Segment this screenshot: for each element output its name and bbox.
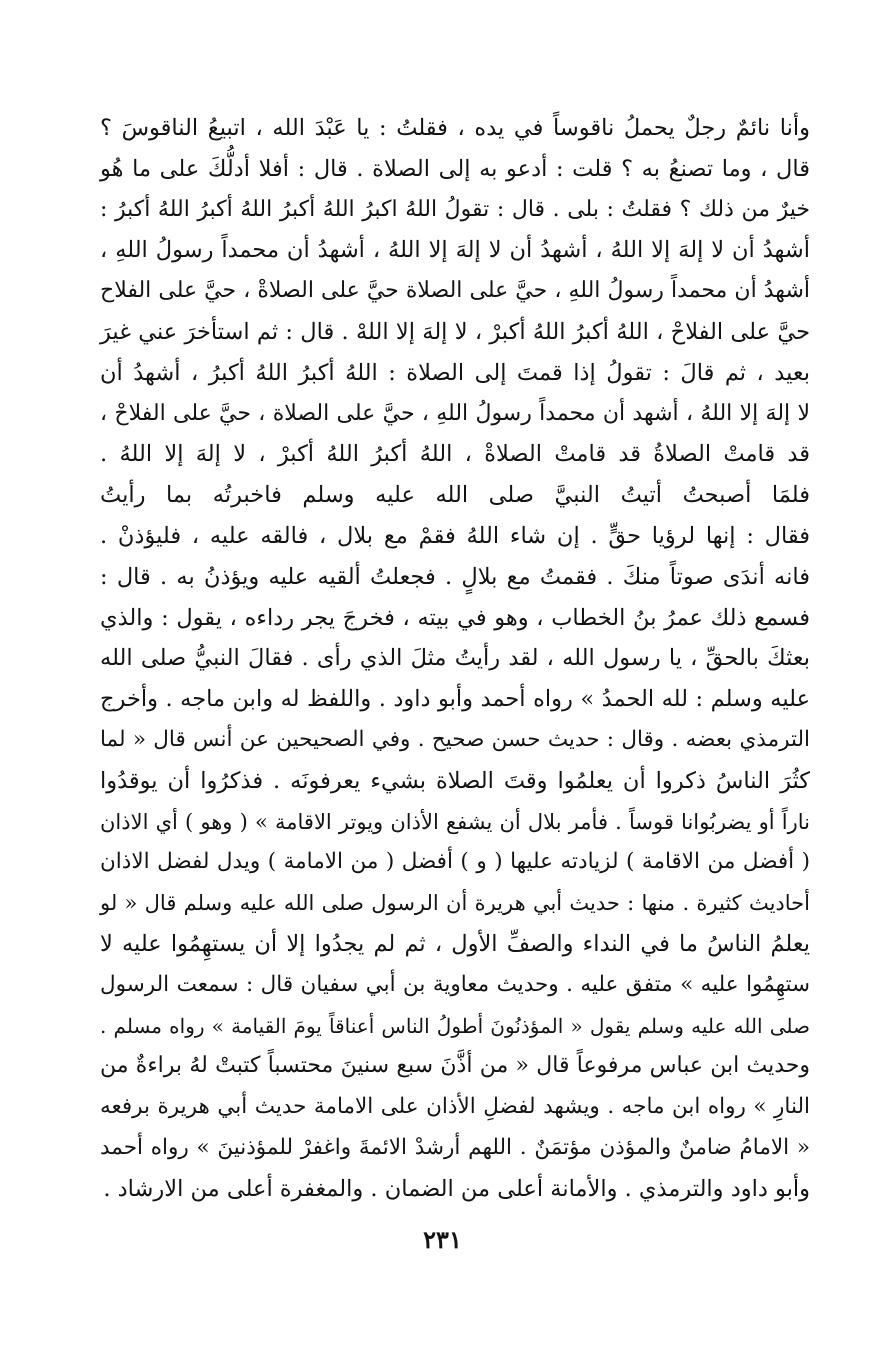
text-line: لا إلهَ إلا اللهُ ، أشهد أن محمداً رسولُ اللهِ ، حيَّ على الصلاة ، حيَّ على الفلاحْ ، bbox=[100, 400, 810, 426]
text-line: أشهدُ أن لا إلهَ إلا اللهُ ، أشهدُ أن لا إلهَ إلا اللهُ ، أشهدُ أن محمداً رسولُ اللهِ ، bbox=[100, 237, 810, 264]
text-line: قال ، وما تصنعُ به ؟ قلت : أدعو به إلى الصلاة . قال : أفلا أدلُّكَ على ما هُو bbox=[100, 155, 810, 182]
text-line: ( أفضل من الاقامة ) لزيادته عليها ( و ) أفضل ( من الامامة ) ويدل لفضل الاذان bbox=[100, 849, 810, 875]
text-line: فسمع ذلك عمرُ بنُ الخطاب ، وهو في بيته ، فخرجَ يجر رداءه ، يقول : والذي bbox=[100, 604, 810, 631]
text-line: يعلمُ الناسُ ما في النداء والصفِّ الأول ، ثم لم يجدُوا إلا أن يستهِمُوا عليه لا bbox=[100, 930, 810, 957]
text-line: ناراً أو يضربُوانا قوساً . فأمر بلال أن يشفع الأذان ويوتر الاقامة » ( وهو ) أي الاذان bbox=[100, 809, 810, 834]
text-line: أحاديث كثيرة . منها : حديث أبي هريرة أن الرسول صلى الله عليه وسلم قال « لو bbox=[100, 891, 810, 916]
text-line: بعيد ، ثم قالَ : تقولُ إذا قمتَ إلى الصلاة : اللهُ أكبرُ اللهُ أكبرُ ، أشهدُ أن bbox=[100, 359, 810, 386]
text-line: عليه وسلم : لله الحمدُ » رواه أحمد وأبو داود . واللفظ له وابن ماجه . وأخرج bbox=[100, 686, 810, 713]
text-line: فقال : إنها لرؤيا حقٍّ . إن شاء اللهُ فقمْ مع بلال ، فالقه عليه ، فليؤذنْ . bbox=[100, 522, 810, 549]
text-line: أشهدُ أن محمداً رسولُ اللهِ ، حيَّ على الصلاة حيَّ على الصلاةْ ، حيَّ على الفلاح bbox=[100, 278, 810, 304]
text-line: حيَّ على الفلاحْ ، اللهُ أكبرُ اللهُ أكبرْ ، لا إلهَ إلا اللهْ . قال : ثم استأخرَ عني غيرَ bbox=[100, 318, 810, 345]
text-line: قد قامتْ الصلاةُ قد قامتْ الصلاةْ ، اللهُ أكبرُ اللهُ أكبرْ ، لا إلهَ إلا اللهُ . bbox=[100, 441, 810, 468]
text-line: كثُرَ الناسُ ذكروا أن يعلمُوا وقتَ الصلاة بشيء يعرفونَه . فذكرُوا أن يوقدُوا bbox=[100, 767, 810, 794]
text-line: ستهِمُوا عليه » متفق عليه . وحديث معاوية بن أبي سفيان قال : سمعت الرسول bbox=[100, 971, 810, 997]
text-line: النارِ » رواه ابن ماجه . ويشهد لفضلِ الأذان على الامامة حديث أبي هريرة برفعه bbox=[100, 1094, 810, 1120]
text-line: صلى الله عليه وسلم يقول « المؤذنُونَ أطولُ الناس أعناقاً يومَ القيامة » رواه مسلم . bbox=[100, 1013, 810, 1038]
text-line: وأنا نائمٌ رجلٌ يحملُ ناقوساً في يده ، فقلتُ : يا عَبْدَ الله ، اتبيعُ الناقوسَ ؟ bbox=[100, 115, 810, 141]
text-line: فانه أندَى صوتاً منكَ . فقمتُ مع بلالٍ . فجعلتُ ألقيه عليه ويؤذنُ به . قال : bbox=[100, 563, 810, 590]
text-line: فلمَا أصبحتُ أتيتُ النبيَّ صلى الله عليه وسلم فاخبرتُه بما رأيتُ bbox=[100, 482, 810, 509]
text-line: « الامامُ ضامنٌ والمؤذن مؤتمَنٌ . اللهم أرشدْ الائمةَ واغفرْ للمؤذنينَ » رواه أحمد bbox=[100, 1134, 810, 1160]
page-number: ٢٣١ bbox=[423, 1225, 462, 1254]
text-line: الترمذي بعضه . وقال : حديث حسن صحيح . وفي الصحيحين عن أنس قال « لما bbox=[100, 726, 810, 752]
text-line: بعثكَ بالحقِّ ، يا رسول الله ، لقد رأيتُ مثلَ الذي رأى . فقالَ النبيُّ صلى الله bbox=[100, 645, 810, 672]
text-line: وحديث ابن عباس مرفوعاً قال « من أذَّنَ سبع سنينَ محتسباً كتبتْ لهُ براءةٌ من bbox=[100, 1053, 810, 1079]
text-line: خيرٌ من ذلك ؟ فقلتُ : بلى . قال : تقولُ اللهُ اكبرُ اللهُ أكبرُ اللهُ أكبرُ اللهُ أكبرُ : bbox=[100, 196, 810, 222]
body-text bbox=[100, 108, 810, 1210]
text-line: وأبو داود والترمذي . والأمانة أعلى من الضمان . والمغفرة أعلى من الارشاد . bbox=[103, 1175, 810, 1202]
